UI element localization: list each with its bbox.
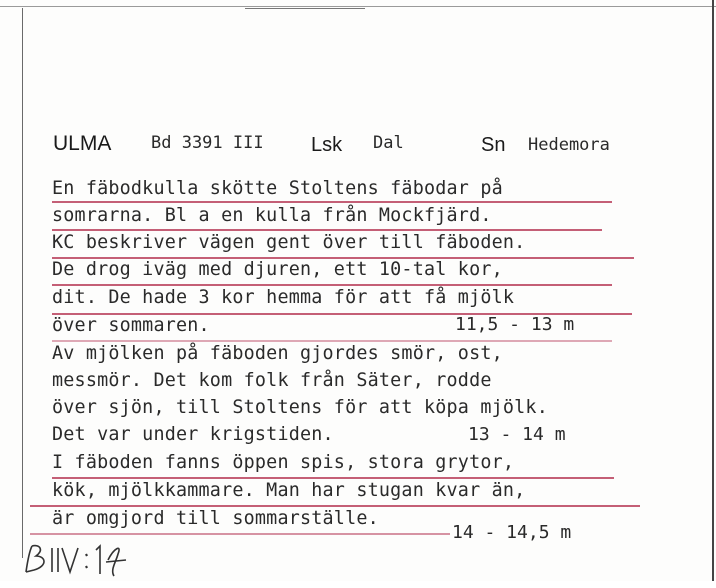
socken-value: Hedemora [528,135,610,155]
text-line-5: dit. De hade 3 kor hemma för att få mjölk [52,287,515,308]
signature-mark [22,540,152,580]
depth-measure-1: 11,5 - 13 m [455,314,575,335]
depth-measure-3: 14 - 14,5 m [452,522,572,543]
text-line-1: En fäbodkulla skötte Stoltens fäbodar på [52,178,503,199]
text-line-3: KC beskriver vägen gent över till fäboden. [52,232,526,253]
card-right-edge [712,0,714,581]
record-number: Bd 3391 III [151,133,264,153]
text-line-12: kök, mjölkkammare. Man har stugan kvar än, [52,480,526,501]
underline-13 [30,533,450,535]
landskap-label: Lsk [311,134,343,156]
text-line-6: över sommaren. [52,315,210,336]
text-line-7: Av mjölken på fäboden gjordes smör, ost, [52,343,503,364]
text-line-9: över sjön, till Stoltens för att köpa mjölk. [52,397,548,418]
card-top-edge [0,6,716,7]
archive-code: ULMA [53,132,112,155]
text-line-11: I fäboden fanns öppen spis, stora grytor, [52,452,515,473]
landskap-value: Dal [373,133,404,153]
socken-label: Sn [481,134,506,156]
card-left-edge [22,8,23,558]
card-top-mark [245,8,365,9]
text-line-10: Det var under krigstiden. [52,424,334,445]
depth-measure-2: 13 - 14 m [468,424,566,445]
text-line-4: De drog iväg med djuren, ett 10-tal kor, [52,259,503,280]
text-line-13: är omgjord till sommarställe. [52,508,379,529]
card-header [53,131,693,161]
text-line-2: somrarna. Bl a en kulla från Mockfjärd. [52,205,492,226]
text-line-8: messmör. Det kom folk från Säter, rodde [52,370,492,391]
